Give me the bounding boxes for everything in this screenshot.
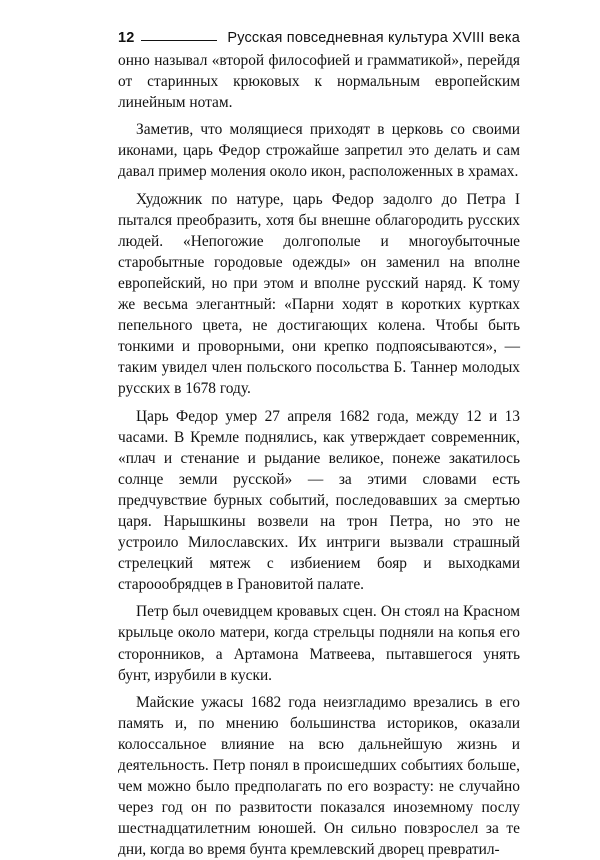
paragraph-4: Царь Федор умер 27 апреля 1682 года, между 12 и 13 часами. В Кремле поднялись, как утверждает современник, «плач и стенание и рыдание великое, понеже закатилось солнце земли русской» — за этими словами есть предчувствие бурных событий, последовавших за смертью царя. Нарышкины возвели на трон Петра, но это не устроило Милославских. Их интриги вызвали страшный стрелецкий мятеж с избиением бояр и выходками староообрядцев в Грановитой палате.: [118, 407, 520, 594]
paragraph-5: Петр был очевидцем кровавых сцен. Он стоял на Красном крыльце около матери, когда стрельцы подняли на копья его сторонников, а Артамона Матвеева, пытавшегося унять бунт, изрубили в куски.: [118, 603, 520, 684]
paragraph-6: Майские ужасы 1682 года неизгладимо врезались в его память и, по мнению большинства историков, оказали колоссальное влияние на всю дальнейшую жизнь и деятельность. Петр понял в происшедших событиях больше, чем можно было предполагать по его возрасту: не случайно через год он по развитости показался иноземному послу шестнадцатилетним юношей. Он сильно повзрослел за те дни, когда во время бунта кремлевский дворец превратил-: [118, 693, 520, 859]
paragraph-3: Художник по натуре, царь Федор задолго до Петра I пытался преобразить, хотя бы внешне облагородить русских людей. «Непогожие долгополые и многоубыточные старобытные городовые одежды» он заменил на вполне европейский, но при этом и вполне русский наряд. К тому же весьма элегантный: «Парни ходят в коротких куртках пепельного цвета, не достигающих колена. Чтобы быть тонкими и проворными, они крепко подпоясываются», — таким увидел член польского посольства Б. Таннер молодых русских в 1678 году.: [118, 190, 520, 398]
paragraph-2: Заметив, что молящиеся приходят в церковь со своими иконами, царь Федор строжайше запретил это делать и сам давал пример моления около икон, расположенных в храмах.: [118, 121, 520, 181]
header-rule: [141, 40, 218, 41]
running-header: [118, 26, 520, 46]
page-number: 12: [118, 30, 135, 46]
paragraph-1: онно называл «второй философией и грамматикой», перейдя от старинных крюковых к нормальным европейским линейным нотам.: [118, 52, 520, 112]
running-title: Русская повседневная культура XVIII века: [227, 30, 520, 46]
body-text: [118, 50, 520, 860]
